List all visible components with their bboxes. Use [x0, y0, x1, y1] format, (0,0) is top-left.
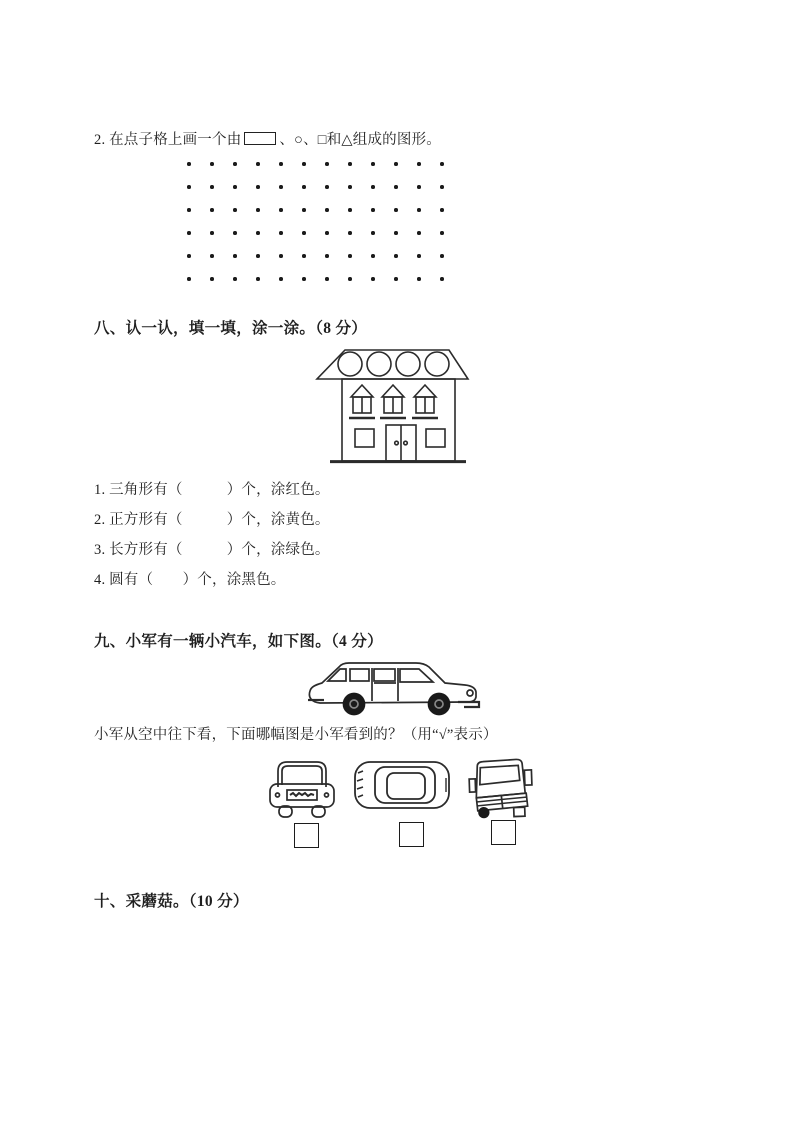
grid-dot	[440, 162, 444, 166]
grid-dot	[256, 231, 260, 235]
grid-dot	[394, 162, 398, 166]
answer-checkbox-top-view[interactable]	[399, 822, 424, 847]
question-2-suffix: 、○、□和△组成的图形。	[279, 132, 441, 148]
section-9-heading: 九、小军有一辆小汽车，如下图。（4 分）	[94, 633, 383, 650]
car-front-view-illustration	[468, 756, 534, 820]
grid-dot	[256, 185, 260, 189]
car-front-view-figure	[468, 756, 534, 820]
grid-dot	[256, 254, 260, 258]
question-2-line	[94, 128, 441, 149]
grid-dot	[233, 277, 237, 281]
rectangle-shape-icon	[244, 132, 276, 145]
grid-dot	[233, 254, 237, 258]
grid-dot	[440, 231, 444, 235]
grid-dot	[394, 208, 398, 212]
grid-dot	[325, 185, 329, 189]
grid-dot	[187, 254, 191, 258]
grid-dot	[233, 185, 237, 189]
grid-dot	[279, 208, 283, 212]
hood-hatching	[357, 771, 363, 797]
section-10-heading: 十、采蘑菇。（10 分）	[94, 893, 249, 910]
question-2-prefix: 2. 在点子格上画一个由	[94, 132, 242, 148]
grid-dot	[440, 254, 444, 258]
grid-dot	[279, 185, 283, 189]
grid-dot	[302, 277, 306, 281]
top-view-prompt: 小军从空中往下看，下面哪幅图是小军看到的？（用“√”表示）	[94, 727, 498, 743]
grid-dot	[394, 254, 398, 258]
grid-dot	[256, 162, 260, 166]
grid-dot	[187, 162, 191, 166]
car-top-view-illustration	[352, 758, 452, 814]
car-side-figure	[288, 651, 490, 719]
car-back-view-illustration	[266, 757, 338, 819]
grid-dot	[371, 185, 375, 189]
grid-dot	[210, 254, 214, 258]
grid-dot	[440, 277, 444, 281]
shape-question-circle: 4. 圆有（ ）个，涂黑色。	[94, 572, 286, 588]
grid-dot	[394, 231, 398, 235]
grid-dot	[302, 162, 306, 166]
grid-dot	[302, 208, 306, 212]
grid-dot	[394, 185, 398, 189]
grid-dot	[325, 231, 329, 235]
grid-dot	[348, 254, 352, 258]
dot-grid[interactable]	[187, 162, 445, 282]
grid-dot	[210, 162, 214, 166]
grid-dot	[348, 162, 352, 166]
grid-dot	[371, 231, 375, 235]
grid-dot	[210, 185, 214, 189]
grid-dot	[279, 231, 283, 235]
grid-dot	[325, 254, 329, 258]
grid-dot	[279, 277, 283, 281]
grid-dot	[210, 277, 214, 281]
grid-dot	[417, 231, 421, 235]
answer-checkbox-front-view[interactable]	[491, 820, 516, 845]
grid-dot	[348, 231, 352, 235]
section-8-heading: 八、认一认，填一填，涂一涂。（8 分）	[94, 320, 368, 337]
grid-dot	[371, 208, 375, 212]
grid-dot	[233, 162, 237, 166]
grid-dot	[325, 208, 329, 212]
grid-dot	[417, 277, 421, 281]
shape-question-rectangle: 3. 长方形有（ ）个，涂绿色。	[94, 542, 330, 558]
grid-dot	[440, 208, 444, 212]
grid-dot	[187, 277, 191, 281]
grid-dot	[371, 254, 375, 258]
grid-dot	[187, 231, 191, 235]
grid-dot	[348, 185, 352, 189]
grid-dot	[233, 231, 237, 235]
grid-dot	[302, 254, 306, 258]
house-shapes-illustration	[300, 339, 492, 467]
grid-dot	[348, 208, 352, 212]
grid-dot	[371, 162, 375, 166]
grid-dot	[210, 231, 214, 235]
grid-dot	[371, 277, 375, 281]
grid-dot	[187, 208, 191, 212]
grid-dot	[417, 208, 421, 212]
grid-dot	[325, 277, 329, 281]
grid-dot	[256, 208, 260, 212]
shape-question-square: 2. 正方形有（ ）个，涂黄色。	[94, 512, 330, 528]
grid-dot	[233, 208, 237, 212]
grid-dot	[279, 254, 283, 258]
grid-dot	[256, 277, 260, 281]
answer-checkbox-back-view[interactable]	[294, 823, 319, 848]
grid-dot	[279, 162, 283, 166]
grid-dot	[302, 231, 306, 235]
grid-dot	[394, 277, 398, 281]
grid-dot	[302, 185, 306, 189]
grid-dot	[325, 162, 329, 166]
grid-dot	[417, 185, 421, 189]
shape-question-triangle: 1. 三角形有（ ）个，涂红色。	[94, 482, 330, 498]
license-plate-marks	[290, 793, 314, 796]
car-side-view-illustration	[288, 651, 490, 719]
grid-dot	[440, 185, 444, 189]
grid-dot	[417, 254, 421, 258]
car-back-view-figure	[266, 757, 338, 819]
grid-dot	[187, 185, 191, 189]
grid-dot	[417, 162, 421, 166]
grid-dot	[210, 208, 214, 212]
car-top-view-figure	[352, 758, 452, 814]
grid-dot	[348, 277, 352, 281]
house-figure	[300, 339, 492, 467]
